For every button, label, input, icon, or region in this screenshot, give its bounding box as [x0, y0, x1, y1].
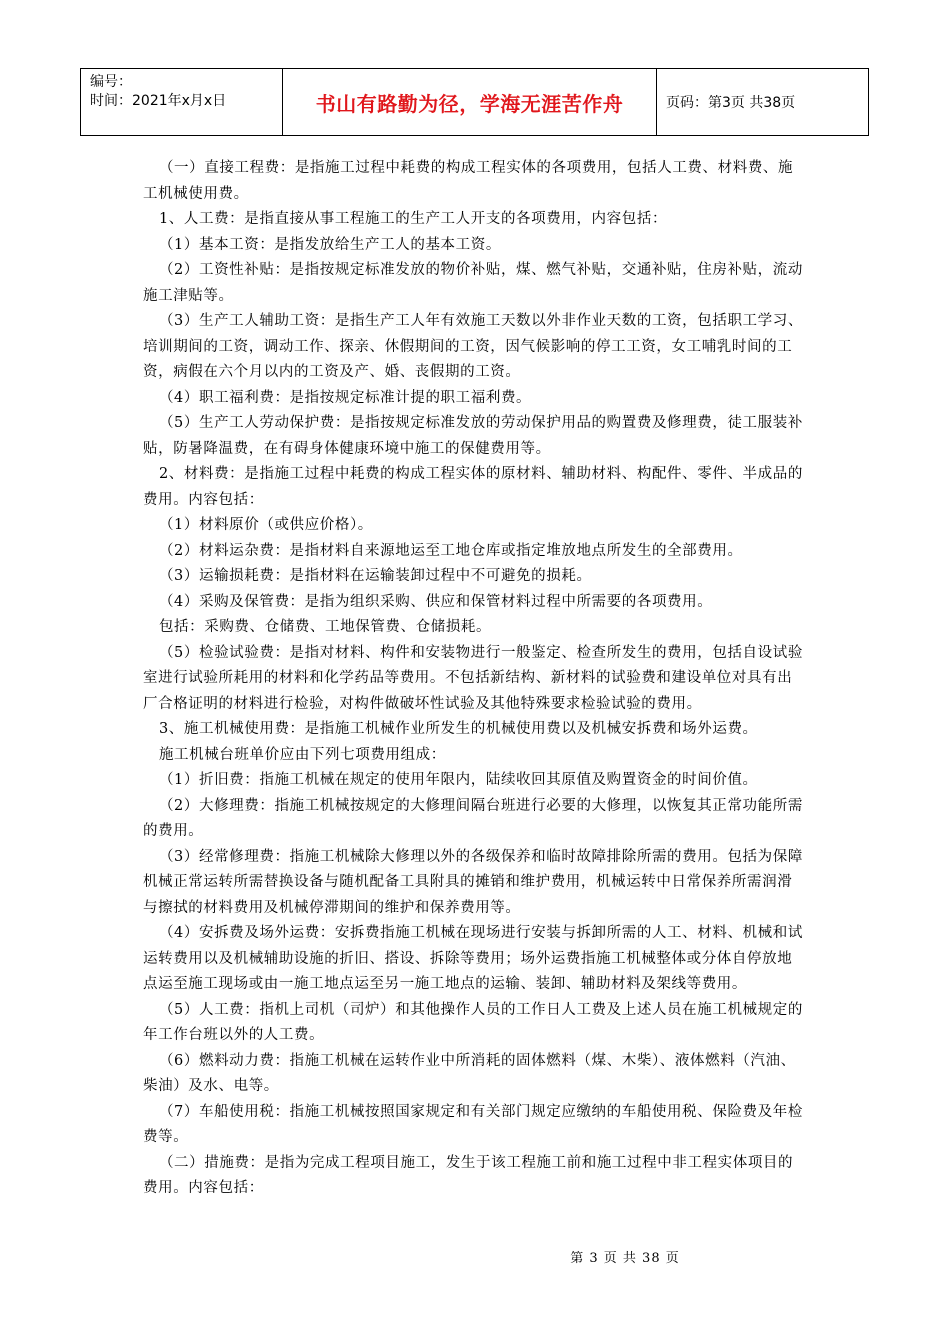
paragraph: （5）检验试验费：是指对材料、构件和安装物进行一般鉴定、检查所发生的费用，包括自设试验室进行试验所耗用的材料和化学药品等费用。不包括新结构、新材料的试验费和建设单位对具有出厂合格证明的材料进行检验，对构件做破坏性试验及其他特殊要求检验试验的费用。	[143, 644, 803, 712]
page-header	[80, 68, 869, 136]
paragraph: （2）大修理费：指施工机械按规定的大修理间隔台班进行必要的大修理，以恢复其正常功能所需的费用。	[143, 797, 803, 839]
paragraph: （3）生产工人辅助工资：是指生产工人年有效施工天数以外非作业天数的工资，包括职工学习、培训期间的工资，调动工作、探亲、休假期间的工资，因气候影响的停工工资，女工哺乳时间的工资，病假在六个月以内的工资及产、婚、丧假期的工资。	[143, 313, 803, 380]
paragraph: （2）工资性补贴：是指按规定标准发放的物价补贴，煤、燃气补贴，交通补贴，住房补贴，流动施工津贴等。	[143, 262, 803, 304]
document-number-label: 编号：	[90, 74, 132, 90]
paragraph: 1、人工费：是指直接从事工程施工的生产工人开支的各项费用，内容包括：	[158, 211, 668, 227]
paragraph: （4）安拆费及场外运费：安拆费指施工机械在现场进行安装与拆卸所需的人工、材料、机械和试运转费用以及机械辅助设施的折旧、搭设、拆除等费用；场外运费指施工机械整体或分体自停放地点运至施工现场或由一施工地点运至另一施工地点的运输、装卸、辅助材料及架线等费用。	[143, 925, 803, 992]
paragraph: （6）燃料动力费：指施工机械在运转作业中所消耗的固体燃料（煤、木柴）、液体燃料（汽油、柴油）及水、电等。	[143, 1052, 796, 1094]
paragraph: （5）人工费：指机上司机（司炉）和其他操作人员的工作日人工费及上述人员在施工机械规定的年工作台班以外的人工费。	[143, 1001, 803, 1043]
paragraph: 2、材料费：是指施工过程中耗费的构成工程实体的原材料、辅助材料、构配件、零件、半成品的费用。内容包括：	[143, 466, 803, 508]
paragraph: 包括：采购费、仓储费、工地保管费、仓储损耗。	[158, 619, 492, 635]
paragraph: （7）车船使用税：指施工机械按照国家规定和有关部门规定应缴纳的车船使用税、保险费及年检费等。	[143, 1103, 803, 1145]
paragraph: （1）折旧费：指施工机械在规定的使用年限内，陆续收回其原值及购置资金的时间价值。	[158, 772, 758, 788]
header-page-info: 页码：第3页 共38页	[666, 95, 796, 111]
footer-page-number: 第 3 页 共 38 页	[570, 1251, 680, 1266]
header-meta	[81, 69, 283, 135]
document-time-label: 时间：2021年x月x日	[90, 93, 227, 109]
paragraph: （4）职工福利费：是指按规定标准计提的职工福利费。	[158, 389, 532, 406]
paragraph: （2）材料运杂费：是指材料自来源地运至工地仓库或指定堆放地点所发生的全部费用。	[158, 542, 743, 559]
document-body	[143, 156, 807, 1202]
paragraph: （5）生产工人劳动保护费：是指按规定标准发放的劳动保护用品的购置费及修理费，徒工服装补贴，防暑降温费，在有碍身体健康环境中施工的保健费用等。	[143, 415, 803, 457]
paragraph: 施工机械台班单价应由下列七项费用组成：	[158, 746, 446, 763]
paragraph: （一）直接工程费：是指施工过程中耗费的构成工程实体的各项费用，包括人工费、材料费、施工机械使用费。	[143, 160, 794, 202]
paragraph: （3）运输损耗费：是指材料在运输装卸过程中不可避免的损耗。	[158, 568, 592, 584]
paragraph: （1）基本工资：是指发放给生产工人的基本工资。	[158, 236, 501, 253]
paragraph: （1）材料原价（或供应价格）。	[158, 517, 373, 533]
paragraph: 3、施工机械使用费：是指施工机械作业所发生的机械使用费以及机械安拆费和场外运费。	[158, 721, 758, 737]
page-footer	[0, 1247, 950, 1266]
paragraph: （4）采购及保管费：是指为组织采购、供应和保管材料过程中所需要的各项费用。	[158, 593, 713, 610]
header-motto: 书山有路勤为径，学海无涯苦作舟	[283, 69, 657, 135]
paragraph: （3）经常修理费：指施工机械除大修理以外的各级保养和临时故障排除所需的费用。包括为保障机械正常运转所需替换设备与随机配备工具附具的摊销和维护费用，机械运转中日常保养所需润滑与擦拭的材料费用及机械停滞期间的维护和保养费用等。	[143, 848, 803, 916]
paragraph: （二）措施费：是指为完成工程项目施工，发生于该工程施工前和施工过程中非工程实体项目的费用。内容包括：	[143, 1154, 794, 1196]
